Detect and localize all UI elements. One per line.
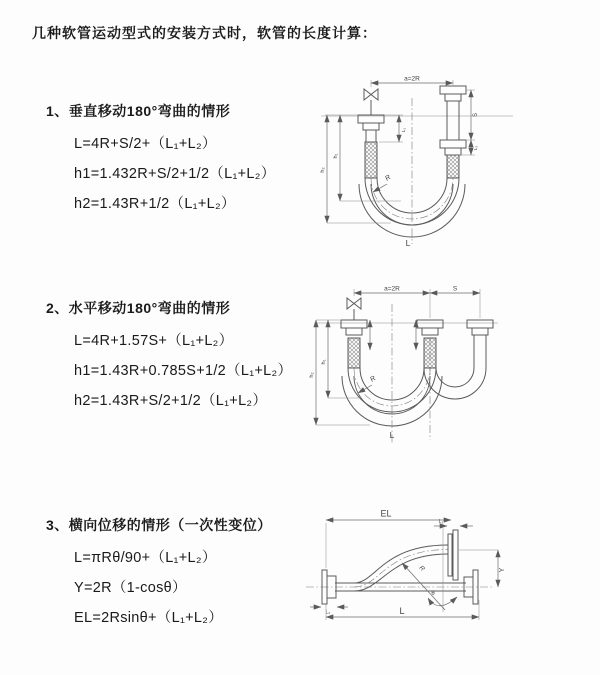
upper-flange [448,530,458,580]
formula-h2: h2=1.43R+1/2（L₁+L₂） [74,196,236,212]
dim-s-label: S [473,112,479,118]
dim-h2-label: h₂ [309,372,315,378]
formula-length: L=4R+S/2+（L₁+L₂） [74,136,217,152]
page-title: 几种软管运动型式的安装方式时，软管的长度计算： [32,25,377,41]
dim-h2 [320,115,391,223]
section-2-formulas [74,326,292,416]
section-1-formulas [74,129,276,219]
formula-h1: h1=1.432R+S/2+1/2（L₁+L₂） [74,166,276,182]
dim-l1 [379,115,407,142]
formula-length: L=πRθ/90+（L₁+L₂） [74,550,217,566]
right-pipe [440,86,466,178]
dim-l2 [471,140,479,155]
dim-a2r [371,76,453,88]
dim-l2-label: L₂ [474,145,479,151]
section-lateral-displacement [46,515,272,633]
right-pipe-displaced [467,320,493,368]
section-vertical-180-bend [46,101,276,219]
length-label: L [405,238,411,248]
dim-a2r [354,286,480,319]
left-pipe [341,320,367,368]
dim-a2r-label: a=2R [384,285,400,293]
formula-length: L=4R+1.57S+（L₁+L₂） [74,333,234,349]
diagram-vertical-180-bend [313,70,595,252]
dim-l2-label: L₂ [325,609,331,616]
dim-h2-label: h₂ [320,167,326,173]
formula-y: Y=2R（1-cosθ） [74,580,187,596]
section-horizontal-180-bend [46,298,292,416]
dim-h1-label: h₁ [333,153,339,159]
radius-label: R [417,564,426,573]
middle-pipe [417,320,443,368]
dim-s-label: S [452,285,458,293]
dim-s [459,90,479,155]
length-label: L [399,606,405,616]
braided-hose-section [365,142,377,178]
dim-y-label: Y [499,567,506,573]
radius-construction [402,528,457,612]
dim-h2 [309,320,370,425]
formula-h2: h2=1.43R+S/2+1/2（L₁+L₂） [74,393,268,409]
braided-hose-section [424,338,436,368]
valve-icon [364,89,378,115]
dim-a2r-label: a=2R [404,75,420,83]
dim-h1-label: h₁ [321,359,327,365]
braided-hose-section [447,155,459,178]
radius-label: R [384,174,393,183]
formula-h1: h1=1.43R+0.785S+1/2（L₁+L₂） [74,363,293,379]
dim-el-label: EL [380,508,392,519]
s-curve-hose [354,545,448,591]
dim-y [459,550,506,587]
left-pipe [358,115,384,178]
section-3-formulas [74,543,272,633]
radius-label: R [369,375,378,384]
diagram-horizontal-180-bend [306,280,596,457]
section-1-heading: 1、垂直移动180°弯曲的情形 [46,103,231,119]
dim-l2 [310,607,348,616]
dim-l [326,600,479,620]
dim-l1 [434,519,473,526]
dim-l1-label: L₁ [438,519,444,525]
section-3-heading: 3、横向位移的情形（一次性变位） [46,517,272,533]
dim-s [430,286,480,294]
diagram-lateral-displacement [298,500,600,657]
braided-hose-section [348,338,360,368]
dim-l1-label: L₁ [402,127,407,133]
angle-label: θ [431,591,435,597]
length-label: L [389,430,395,440]
valve-icon [347,298,361,320]
formula-el: EL=2Rsinθ+（L₁+L₂） [74,610,224,626]
section-2-heading: 2、水平移动180°弯曲的情形 [46,300,231,316]
dim-el [326,509,451,569]
